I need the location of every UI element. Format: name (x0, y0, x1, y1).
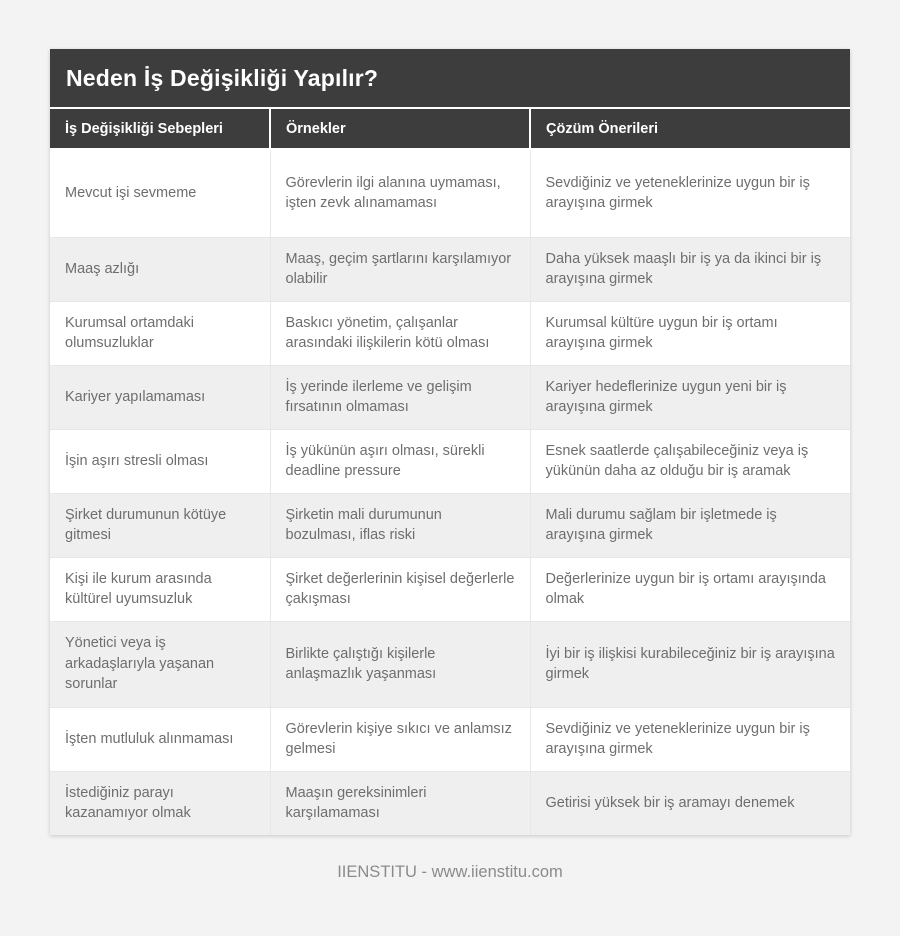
cell-example: Şirket değerlerinin kişisel değerlerle çakışması (270, 557, 530, 621)
column-header-reasons: İş Değişikliği Sebepleri (50, 109, 270, 149)
column-header-solutions: Çözüm Önerileri (530, 109, 850, 149)
cell-reason: Maaş azlığı (50, 237, 270, 301)
cell-reason: Şirket durumunun kötüye gitmesi (50, 493, 270, 557)
cell-solution: Getirisi yüksek bir iş aramayı denemek (530, 771, 850, 835)
job-change-table-card (50, 49, 850, 835)
cell-example: Şirketin mali durumunun bozulması, iflas riski (270, 493, 530, 557)
footer-branding: IIENSTITU - www.iienstitu.com (337, 863, 563, 881)
table-row (50, 621, 850, 707)
table-title: Neden İş Değişikliği Yapılır? (50, 49, 850, 107)
cell-solution: Kurumsal kültüre uygun bir iş ortamı arayışına girmek (530, 301, 850, 365)
cell-solution: İyi bir iş ilişkisi kurabileceğiniz bir iş arayışına girmek (530, 621, 850, 707)
cell-solution: Sevdiğiniz ve yeteneklerinize uygun bir iş arayışına girmek (530, 149, 850, 237)
cell-example: Maaşın gereksinimleri karşılamaması (270, 771, 530, 835)
cell-solution: Kariyer hedeflerinize uygun yeni bir iş arayışına girmek (530, 365, 850, 429)
cell-example: Görevlerin kişiye sıkıcı ve anlamsız gelmesi (270, 707, 530, 771)
table-row (50, 707, 850, 771)
table-row (50, 493, 850, 557)
table-row (50, 301, 850, 365)
cell-example: İş yükünün aşırı olması, sürekli deadline pressure (270, 429, 530, 493)
cell-solution: Değerlerinize uygun bir iş ortamı arayışında olmak (530, 557, 850, 621)
table-row (50, 771, 850, 835)
table-row (50, 365, 850, 429)
cell-example: Görevlerin ilgi alanına uymaması, işten zevk alınamaması (270, 149, 530, 237)
table-row (50, 429, 850, 493)
cell-reason: Yönetici veya iş arkadaşlarıyla yaşanan sorunlar (50, 621, 270, 707)
cell-reason: İstediğiniz parayı kazanamıyor olmak (50, 771, 270, 835)
cell-reason: Mevcut işi sevmeme (50, 149, 270, 237)
cell-solution: Mali durumu sağlam bir işletmede iş arayışına girmek (530, 493, 850, 557)
table-row (50, 557, 850, 621)
cell-example: Baskıcı yönetim, çalışanlar arasındaki ilişkilerin kötü olması (270, 301, 530, 365)
cell-reason: İşten mutluluk alınmaması (50, 707, 270, 771)
cell-example: İş yerinde ilerleme ve gelişim fırsatının olmaması (270, 365, 530, 429)
table-row (50, 237, 850, 301)
cell-reason: İşin aşırı stresli olması (50, 429, 270, 493)
job-change-table (50, 109, 850, 835)
column-header-examples: Örnekler (270, 109, 530, 149)
cell-reason: Kurumsal ortamdaki olumsuzluklar (50, 301, 270, 365)
cell-example: Birlikte çalıştığı kişilerle anlaşmazlık yaşanması (270, 621, 530, 707)
table-header-row (50, 109, 850, 149)
cell-solution: Sevdiğiniz ve yeteneklerinize uygun bir iş arayışına girmek (530, 707, 850, 771)
table-row (50, 149, 850, 237)
cell-example: Maaş, geçim şartlarını karşılamıyor olabilir (270, 237, 530, 301)
cell-solution: Esnek saatlerde çalışabileceğiniz veya iş yükünün daha az olduğu bir iş aramak (530, 429, 850, 493)
cell-reason: Kişi ile kurum arasında kültürel uyumsuzluk (50, 557, 270, 621)
cell-reason: Kariyer yapılamaması (50, 365, 270, 429)
cell-solution: Daha yüksek maaşlı bir iş ya da ikinci bir iş arayışına girmek (530, 237, 850, 301)
